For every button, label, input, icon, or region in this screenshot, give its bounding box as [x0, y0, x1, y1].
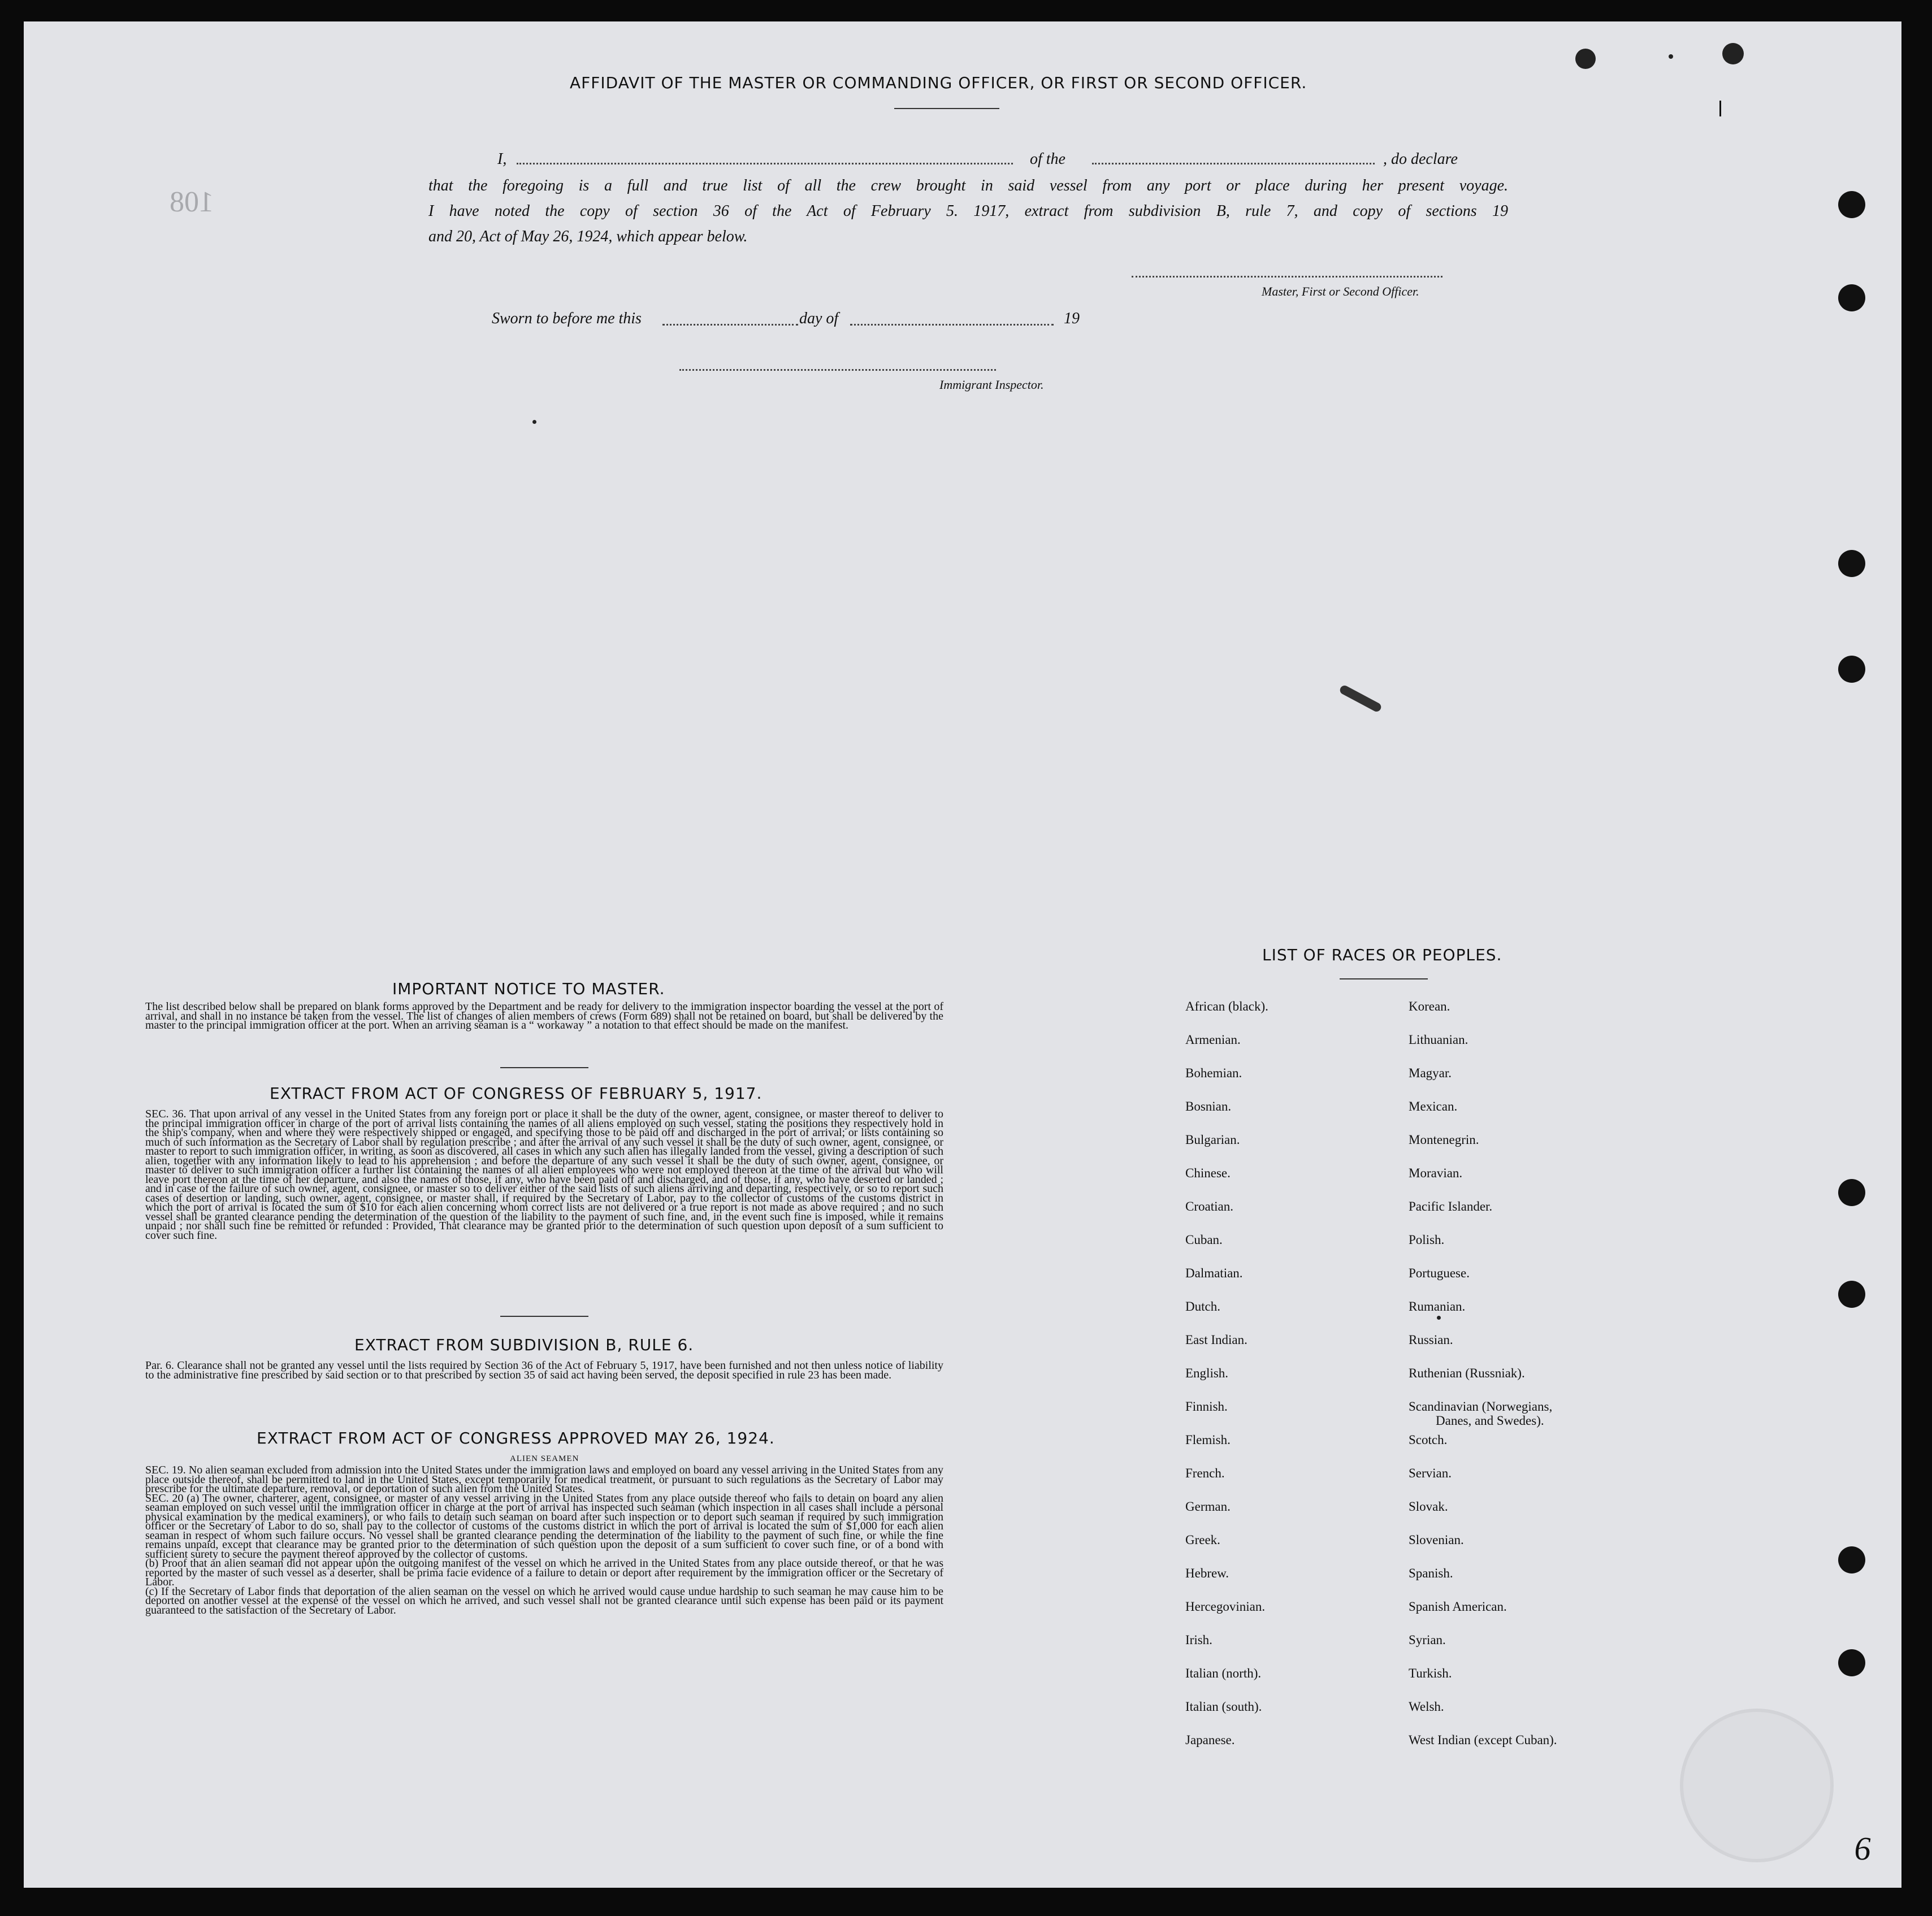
binder-hole: [1838, 284, 1865, 311]
races-underline: [1340, 978, 1428, 979]
race-item: Chinese.: [1185, 1166, 1231, 1180]
affidavit-declare: , do declare: [1383, 150, 1458, 168]
race-item: Italian (north).: [1185, 1666, 1262, 1680]
extract-rule-title: EXTRACT FROM SUBDIVISION B, RULE 6.: [354, 1336, 694, 1354]
punch-mark: [1722, 43, 1744, 64]
race-item: Flemish.: [1185, 1433, 1231, 1447]
speck: [1669, 54, 1673, 59]
binder-hole: [1838, 1546, 1865, 1573]
race-item: Servian.: [1409, 1466, 1452, 1480]
inspector-signature-line: [679, 369, 996, 371]
section-20b-paragraph: (b) Proof that an alien seaman did not appear upon the outgoing manifest of the vessel on which he arrived in the United States from any place outside thereof, or that he was reported by the master of such vessel as a deserter, shall be prima facie evidence of a failure to detain or deport after requirement by the immigration officer or the Secretary of Labor.: [145, 1557, 943, 1588]
affidavit-line-3: I have noted the copy of section 36 of the Act of February 5. 1917, extract from subdivision B, rule 7, and copy of sections 19: [428, 202, 1508, 220]
race-item: French.: [1185, 1466, 1225, 1480]
ink-stain: [1338, 684, 1383, 713]
month-blank: [850, 324, 1054, 326]
race-item: Slovak.: [1409, 1499, 1448, 1514]
ink-mark: [1719, 101, 1721, 116]
speck: [532, 420, 536, 424]
extract-1924-title: EXTRACT FROM ACT OF CONGRESS APPROVED MAY 26, 1924.: [257, 1429, 775, 1447]
race-item: Magyar.: [1409, 1066, 1452, 1080]
race-item: Portuguese.: [1409, 1266, 1470, 1280]
master-label: Master, First or Second Officer.: [1262, 284, 1419, 298]
race-item: Spanish.: [1409, 1566, 1453, 1580]
margin-number: 108: [170, 186, 214, 218]
extract-1924-body: [145, 1466, 943, 1615]
race-item: Finnish.: [1185, 1399, 1228, 1414]
punch-mark: [1575, 49, 1596, 69]
affidavit-line-4: and 20, Act of May 26, 1924, which appear below.: [428, 228, 748, 245]
race-item: Polish.: [1409, 1233, 1445, 1247]
affidavit-i: I,: [497, 150, 507, 168]
binder-hole: [1838, 550, 1865, 577]
race-item: African (black).: [1185, 999, 1268, 1013]
day-blank: [662, 324, 798, 326]
race-item: Slovenian.: [1409, 1533, 1464, 1547]
embossed-seal: [1680, 1709, 1834, 1862]
race-item: English.: [1185, 1366, 1229, 1380]
race-item: Italian (south).: [1185, 1700, 1262, 1714]
sworn-text: Sworn to before me this: [492, 310, 642, 327]
speck: [1437, 1316, 1441, 1320]
divider: [500, 1067, 588, 1068]
race-item: Bohemian.: [1185, 1066, 1242, 1080]
binder-hole: [1838, 1649, 1865, 1676]
race-item: Scandinavian (Norwegians,: [1409, 1399, 1553, 1414]
race-item: West Indian (except Cuban).: [1409, 1733, 1557, 1747]
binder-hole: [1838, 656, 1865, 683]
notice-title: IMPORTANT NOTICE TO MASTER.: [392, 979, 665, 998]
race-item: Welsh.: [1409, 1700, 1444, 1714]
vessel-blank: [1092, 163, 1375, 164]
race-item-continuation: Danes, and Swedes).: [1436, 1414, 1544, 1428]
race-item: Hebrew.: [1185, 1566, 1229, 1580]
race-item: East Indian.: [1185, 1333, 1247, 1347]
race-item: Dalmatian.: [1185, 1266, 1243, 1280]
binder-hole: [1838, 191, 1865, 218]
document-page: [24, 21, 1901, 1888]
race-item: Ruthenian (Russniak).: [1409, 1366, 1525, 1380]
race-item: Cuban.: [1185, 1233, 1223, 1247]
race-item: Bulgarian.: [1185, 1133, 1240, 1147]
binder-hole: [1838, 1179, 1865, 1206]
day-of-text: day of: [799, 310, 839, 327]
year-text: 19: [1064, 310, 1080, 327]
affidavit-line-2: that the foregoing is a full and true list of all the crew brought in said vessel from any port or place during her present voyage.: [428, 177, 1508, 194]
race-item: Syrian.: [1409, 1633, 1446, 1647]
race-item: Scotch.: [1409, 1433, 1448, 1447]
master-signature-line: [1132, 276, 1442, 278]
inspector-label: Immigrant Inspector.: [939, 378, 1044, 392]
title-underline: [894, 108, 999, 109]
race-item: Turkish.: [1409, 1666, 1452, 1680]
extract-1924-subtitle: ALIEN SEAMEN: [510, 1454, 579, 1463]
affidavit-title: AFFIDAVIT OF THE MASTER OR COMMANDING OFFICER, OR FIRST OR SECOND OFFICER.: [570, 73, 1307, 92]
extract-rule-body: Par. 6. Clearance shall not be granted any vessel until the lists required by Section 36 of the Act of February 5, 1917, have been furnished and not then unless notice of liability to the administrative fine prescribed by said section or to that prescribed by section 35 of said act having been served, the deposit specified in rule 23 has been made.: [145, 1359, 943, 1381]
corner-mark: 9: [1855, 1831, 1872, 1867]
binder-hole: [1838, 1281, 1865, 1308]
race-item: Japanese.: [1185, 1733, 1235, 1747]
name-blank: [517, 163, 1013, 164]
races-title: LIST OF RACES OR PEOPLES.: [1262, 946, 1502, 964]
race-item: Lithuanian.: [1409, 1033, 1469, 1047]
section-19-paragraph: SEC. 19. No alien seaman excluded from admission into the United States under the immigration laws and employed on board any vessel arriving in the United States from any place outside thereof, shall be permitted to land in the United States, except temporarily for medical treatment, or pursuant to such regulations as the Secretary of Labor may prescribe for the ultimate departure, removal, or deportation of such alien from the United States.: [145, 1464, 943, 1495]
section-20a-paragraph: SEC. 20 (a) The owner, charterer, agent, consignee, or master of any vessel arriving in the United States from any place outside thereof who fails to detain on board any alien seaman employed on such vessel until the immigration officer in charge at the port of arrival has inspected such seaman (which inspection in all cases shall include a personal physical examination by the medical examiners), or who fails to detain such seaman on board after such inspection or to deport such seaman if required by such immigration officer or the Secretary of Labor to do so, shall pay to the collector of customs of the customs district in which the port of arrival is located the sum of $1,000 for each alien seaman in respect of whom such failure occurs. No vessel shall be granted clearance pending the determination of the liability to the payment of such fine, or while the fine remains unpaid, except that clearance may be granted prior to the determination of such question upon the deposit of a sum sufficient to cover such fine, or of a bond with sufficient surety to secure the payment thereof approved by the collector of customs.: [145, 1492, 943, 1560]
race-item: Dutch.: [1185, 1299, 1220, 1314]
race-item: Moravian.: [1409, 1166, 1463, 1180]
race-item: Hercegovinian.: [1185, 1599, 1266, 1614]
extract-1917-body: SEC. 36. That upon arrival of any vessel in the United States from any foreign port or place it shall be the duty of the owner, agent, consignee, or master thereof to deliver to the principal immigration officer in charge of the port of arrival lists containing the names of all aliens employed on such vessel, stating the positions they respectively hold in the ship's company, when and where they were respectively shipped or engaged, and specifying those to be paid off and discharged in the port of arrival; or lists containing so much of such information as the Secretary of Labor shall by regulation prescribe ; and after the arrival of any such vessel it shall be the duty of such owner, agent, consignee, or master to report to such immigration officer, in writing, as soon as discovered, all cases in which any such alien has illegally landed from the vessel, giving a description of such alien, together with any information likely to lead to his apprehension ; and before the departure of any such vessel it shall be the duty of such owner, agent, consignee, or master to deliver to such immigration officer a further list containing the names of all alien employees who were not employed thereon at the time of the arrival but who will leave port thereon at the time of her departure, and also the names of those, if any, who have been paid off and discharged, and of those, if any, who have deserted or landed ; and in case of the failure of such owner, agent, consignee, or master so to deliver either of the said lists of such aliens arriving and departing, respectively, or so to report such cases of desertion or landing, such owner, agent, consignee, or master shall, if required by the Secretary of Labor, pay to the collector of customs of the customs district in which the port of arrival is located the sum of $10 for each alien concerning whom correct lists are not delivered or a true report is not made as above required ; and no such vessel shall be granted clearance pending the determination of the question of the liability to the payment of such fine, and, in the event such fine is imposed, while it remains unpaid ; nor shall such fine be remitted or refunded : Provided, That clearance may be granted prior to the determination of such question upon deposit of a sum sufficient to cover such fine.: [145, 1108, 943, 1242]
divider: [500, 1316, 588, 1317]
section-20c-paragraph: (c) If the Secretary of Labor finds that deportation of the alien seaman on the vessel on which he arrived would cause undue hardship to such seaman he may cause him to be deported on another vessel at the expense of the vessel on which he arrived, and such vessel shall not be granted clearance until such expense has been paid or its payment guaranteed to the satisfaction of the Secretary of Labor.: [145, 1585, 943, 1616]
race-item: Croatian.: [1185, 1199, 1233, 1213]
race-item: Pacific Islander.: [1409, 1199, 1493, 1213]
race-item: Mexican.: [1409, 1099, 1458, 1113]
extract-1917-title: EXTRACT FROM ACT OF CONGRESS OF FEBRUARY 5, 1917.: [270, 1084, 763, 1103]
race-item: Armenian.: [1185, 1033, 1241, 1047]
affidavit-of-the: of the: [1030, 150, 1065, 168]
notice-body: The list described below shall be prepared on blank forms approved by the Department and be ready for delivery to the immigration inspector boarding the vessel at the port of arrival, and shall in no instance be taken from the vessel. The list of changes of alien members of crews (Form 689) shall not be retained on board, but shall be delivered by the master to the principal immigration officer at the port. When an arriving seaman is a “ workaway ” a notation to that effect should be made on the manifest.: [145, 1000, 943, 1031]
race-item: Rumanian.: [1409, 1299, 1466, 1314]
race-item: Spanish American.: [1409, 1599, 1507, 1614]
race-item: German.: [1185, 1499, 1231, 1514]
race-item: Korean.: [1409, 999, 1450, 1013]
race-item: Bosnian.: [1185, 1099, 1232, 1113]
race-item: Irish.: [1185, 1633, 1212, 1647]
race-item: Greek.: [1185, 1533, 1220, 1547]
race-item: Montenegrin.: [1409, 1133, 1479, 1147]
race-item: Russian.: [1409, 1333, 1453, 1347]
